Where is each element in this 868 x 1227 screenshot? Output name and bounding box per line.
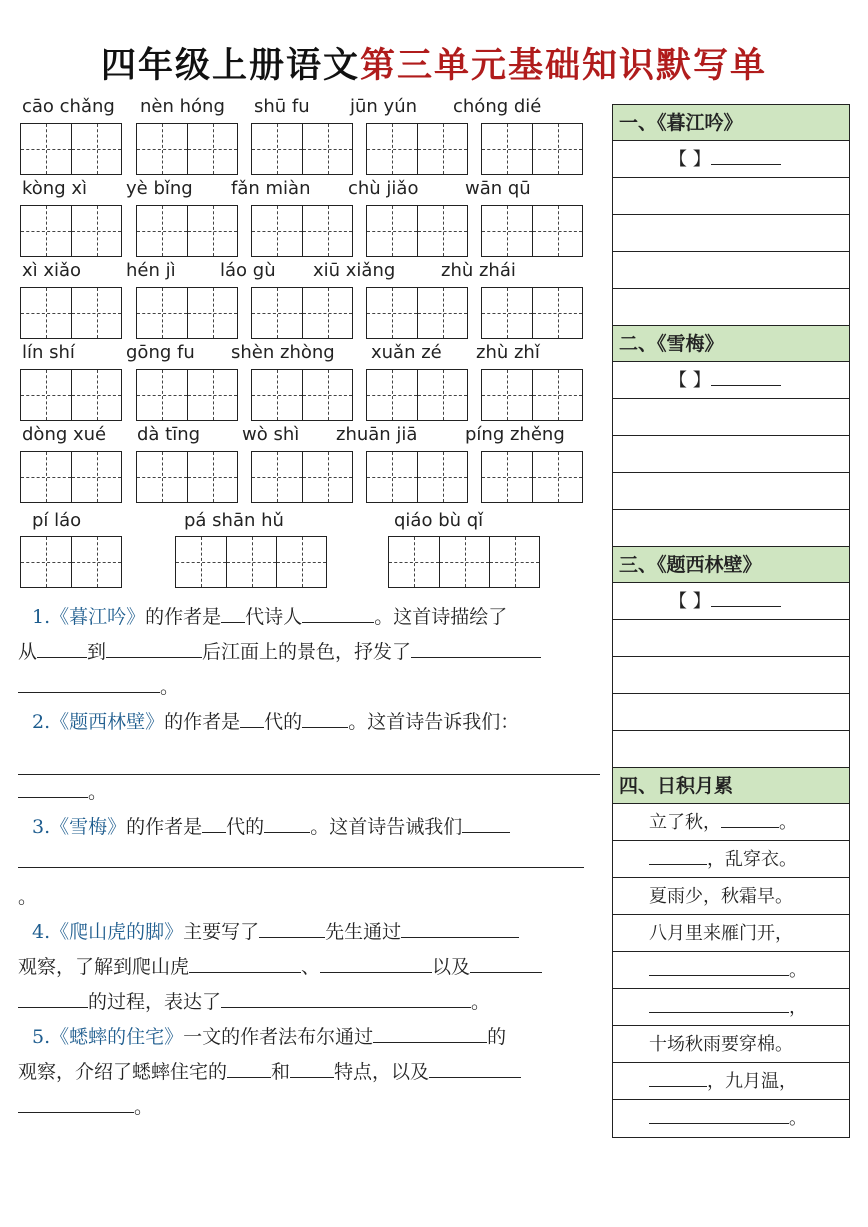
writing-box[interactable]	[20, 287, 122, 339]
blank[interactable]	[373, 1020, 487, 1043]
question-text: 先生通过	[325, 921, 402, 943]
answer-row[interactable]	[613, 510, 849, 547]
proverb-text: 。	[779, 812, 797, 833]
pinyin-row	[18, 92, 598, 174]
poem-title: 《暮江吟》	[50, 606, 146, 628]
answer-row[interactable]	[613, 436, 849, 473]
pinyin-label: lín shí	[22, 342, 75, 363]
section-header: 一、《暮江吟》	[613, 105, 849, 141]
question-text: 和	[271, 1061, 291, 1083]
blank[interactable]	[649, 1066, 707, 1087]
blank[interactable]	[302, 600, 374, 623]
blank[interactable]	[429, 1055, 521, 1078]
pinyin-label: hén jì	[126, 260, 176, 281]
blank[interactable]	[227, 1055, 271, 1078]
section-header: 四、日积月累	[613, 768, 849, 804]
proverb-text: 十场秋雨要穿棉。	[649, 1034, 793, 1055]
pinyin-label: shèn zhòng	[231, 342, 335, 363]
proverb-text: ，乱穿衣。	[707, 849, 797, 870]
question-text: 的作者是	[164, 711, 241, 733]
pinyin-label: píng zhěng	[465, 424, 565, 445]
question-text: 后江面上的景色，抒发了	[202, 641, 412, 663]
question-number: 1.	[32, 606, 51, 628]
proverb-text: ，九月温，	[707, 1071, 797, 1092]
question-text: 。	[134, 1096, 154, 1118]
proverb-row[interactable]	[613, 989, 849, 1026]
answer-row[interactable]	[613, 252, 849, 289]
answer-row[interactable]	[613, 399, 849, 436]
question-text: 主要写了	[183, 921, 260, 943]
answer-row[interactable]	[613, 215, 849, 252]
question-text: 。这首诗描绘了	[374, 606, 508, 628]
writing-box[interactable]	[251, 369, 353, 421]
writing-box[interactable]	[136, 369, 238, 421]
writing-box[interactable]	[251, 123, 353, 175]
answer-row[interactable]	[613, 289, 849, 326]
question-2	[18, 705, 600, 810]
question-text: 的作者是	[126, 816, 203, 838]
writing-box[interactable]	[20, 369, 122, 421]
sidebar-recitation-table	[612, 104, 850, 1138]
question-text: 。	[471, 991, 491, 1013]
proverb-text: ，	[789, 997, 807, 1018]
poem-title: 《蟋蟀的住宅》	[50, 1026, 184, 1048]
poem-title-row[interactable]	[613, 583, 849, 620]
answer-row[interactable]	[613, 620, 849, 657]
blank[interactable]	[240, 705, 264, 728]
writing-box[interactable]	[481, 123, 583, 175]
blank[interactable]	[721, 807, 779, 828]
pinyin-row	[18, 338, 598, 420]
proverb-text: 。	[789, 1108, 807, 1129]
bracket-blank: 【 】	[669, 591, 711, 612]
writing-box[interactable]	[175, 536, 327, 588]
pinyin-label: fǎn miàn	[231, 178, 311, 199]
blank[interactable]	[649, 1103, 789, 1124]
question-number: 4.	[32, 921, 51, 943]
proverb-row[interactable]	[613, 1100, 849, 1137]
poem-title-row[interactable]	[613, 141, 849, 178]
writing-box[interactable]	[366, 451, 468, 503]
proverb-row[interactable]	[613, 804, 849, 841]
writing-box[interactable]	[251, 287, 353, 339]
pinyin-label: wān qū	[465, 178, 531, 199]
writing-box[interactable]	[20, 205, 122, 257]
blank[interactable]	[106, 635, 202, 658]
blank[interactable]	[320, 950, 432, 973]
question-text: 。	[88, 781, 108, 803]
writing-box[interactable]	[388, 536, 540, 588]
pinyin-label: gōng fu	[126, 342, 195, 363]
question-text: 的过程，表达了	[88, 991, 222, 1013]
writing-box[interactable]	[251, 205, 353, 257]
question-text: 。	[18, 886, 38, 908]
question-number: 5.	[32, 1026, 51, 1048]
pinyin-label: chù jiǎo	[348, 178, 419, 199]
writing-box[interactable]	[481, 205, 583, 257]
question-text: 。	[160, 676, 180, 698]
pinyin-label: xuǎn zé	[371, 342, 442, 363]
question-5	[18, 1020, 600, 1125]
writing-box[interactable]	[366, 123, 468, 175]
questions-section	[18, 600, 600, 1125]
question-text: 。这首诗告诉我们：	[348, 711, 520, 733]
writing-box[interactable]	[366, 287, 468, 339]
writing-box[interactable]	[136, 123, 238, 175]
section-header: 二、《雪梅》	[613, 326, 849, 362]
writing-box[interactable]	[20, 451, 122, 503]
blank[interactable]	[18, 670, 160, 693]
proverb-text: 立了秋，	[649, 812, 721, 833]
blank[interactable]	[649, 955, 789, 976]
writing-box[interactable]	[481, 287, 583, 339]
blank[interactable]	[221, 600, 245, 623]
writing-box[interactable]	[136, 451, 238, 503]
writing-box[interactable]	[481, 451, 583, 503]
blank[interactable]	[290, 1055, 334, 1078]
answer-row[interactable]	[613, 473, 849, 510]
pinyin-row	[18, 174, 598, 256]
pinyin-label: zhuān jiā	[336, 424, 418, 445]
pinyin-label: dòng xué	[22, 424, 107, 445]
blank[interactable]	[189, 950, 301, 973]
blank[interactable]	[401, 915, 519, 938]
writing-box[interactable]	[20, 123, 122, 175]
pinyin-label: nèn hóng	[140, 96, 225, 117]
question-text: 、	[301, 956, 321, 978]
title-part1: 四年级上册语文	[100, 45, 360, 86]
blank[interactable]	[411, 635, 541, 658]
answer-row[interactable]	[613, 731, 849, 768]
bracket-blank: 【 】	[669, 370, 711, 391]
question-text: 代诗人	[245, 606, 303, 628]
proverb-row	[613, 915, 849, 952]
blank[interactable]	[264, 810, 310, 833]
writing-box[interactable]	[251, 451, 353, 503]
proverb-row	[613, 878, 849, 915]
poem-title: 《爬山虎的脚》	[50, 921, 184, 943]
pinyin-row	[18, 420, 598, 502]
pinyin-label: wò shì	[242, 424, 300, 445]
blank[interactable]	[711, 365, 781, 386]
question-text: 的	[487, 1026, 507, 1048]
question-number: 2.	[32, 711, 51, 733]
question-text: 特点，以及	[334, 1061, 430, 1083]
pinyin-label: cāo chǎng	[22, 96, 115, 117]
writing-box[interactable]	[481, 369, 583, 421]
blank[interactable]	[18, 845, 584, 868]
question-text: 的作者是	[145, 606, 222, 628]
blank[interactable]	[649, 992, 789, 1013]
proverb-text: 夏雨少，秋霜早。	[649, 886, 793, 907]
page-title	[0, 38, 868, 88]
poem-title: 《题西林壁》	[50, 711, 165, 733]
pinyin-label: pí láo	[32, 510, 82, 531]
proverb-text: 八月里来雁门开，	[649, 923, 793, 944]
pinyin-label: láo gù	[220, 260, 276, 281]
pinyin-label: pá shān hǔ	[184, 510, 284, 531]
answer-row[interactable]	[613, 657, 849, 694]
answer-row[interactable]	[613, 694, 849, 731]
proverb-row[interactable]	[613, 841, 849, 878]
pinyin-label: xì xiǎo	[22, 260, 82, 281]
pinyin-label: kòng xì	[22, 178, 88, 199]
blank[interactable]	[18, 775, 88, 798]
proverb-row[interactable]	[613, 1063, 849, 1100]
writing-box[interactable]	[366, 205, 468, 257]
blank[interactable]	[649, 844, 707, 865]
section-header: 三、《题西林壁》	[613, 547, 849, 583]
pinyin-label: jūn yún	[350, 96, 418, 117]
question-3	[18, 810, 600, 915]
question-text: 观察，了解到爬山虎	[18, 956, 190, 978]
proverb-row	[613, 1026, 849, 1063]
blank[interactable]	[711, 144, 781, 165]
blank[interactable]	[470, 950, 542, 973]
pinyin-label: shū fu	[254, 96, 310, 117]
blank[interactable]	[462, 810, 510, 833]
pinyin-label: yè bǐng	[126, 178, 193, 199]
question-text: 代的	[264, 711, 303, 733]
pinyin-label: chóng dié	[453, 96, 542, 117]
blank[interactable]	[37, 635, 87, 658]
pinyin-row	[18, 256, 598, 338]
pinyin-label: zhù zhái	[441, 260, 516, 281]
proverb-text: 。	[789, 960, 807, 981]
poem-title-row[interactable]	[613, 362, 849, 399]
question-text: 代的	[226, 816, 265, 838]
pinyin-writing-grid	[18, 92, 598, 598]
blank[interactable]	[711, 586, 781, 607]
blank[interactable]	[221, 985, 471, 1008]
blank[interactable]	[18, 985, 88, 1008]
writing-box[interactable]	[20, 536, 122, 588]
answer-line[interactable]	[18, 740, 600, 775]
question-text: 。这首诗告诫我们	[310, 816, 463, 838]
question-text: 到	[87, 641, 107, 663]
pinyin-label: zhù zhǐ	[476, 342, 540, 363]
question-text: 从	[18, 641, 38, 663]
writing-box[interactable]	[136, 287, 238, 339]
blank[interactable]	[259, 915, 325, 938]
bracket-blank: 【 】	[669, 149, 711, 170]
title-part2: 第三单元基础知识默写单	[360, 45, 768, 86]
blank[interactable]	[18, 1090, 134, 1113]
pinyin-label: dà tīng	[137, 424, 201, 445]
proverb-row[interactable]	[613, 952, 849, 989]
pinyin-row	[18, 502, 598, 598]
writing-box[interactable]	[136, 205, 238, 257]
answer-row[interactable]	[613, 178, 849, 215]
blank[interactable]	[202, 810, 226, 833]
question-text: 以及	[432, 956, 471, 978]
question-text: 一文的作者法布尔通过	[183, 1026, 374, 1048]
question-number: 3.	[32, 816, 51, 838]
question-1	[18, 600, 600, 705]
writing-box[interactable]	[366, 369, 468, 421]
poem-title: 《雪梅》	[50, 816, 127, 838]
pinyin-label: xiū xiǎng	[313, 260, 396, 281]
question-text: 观察，介绍了蟋蟀住宅的	[18, 1061, 228, 1083]
pinyin-label: qiáo bù qǐ	[394, 510, 484, 531]
question-4	[18, 915, 600, 1020]
blank[interactable]	[302, 705, 348, 728]
